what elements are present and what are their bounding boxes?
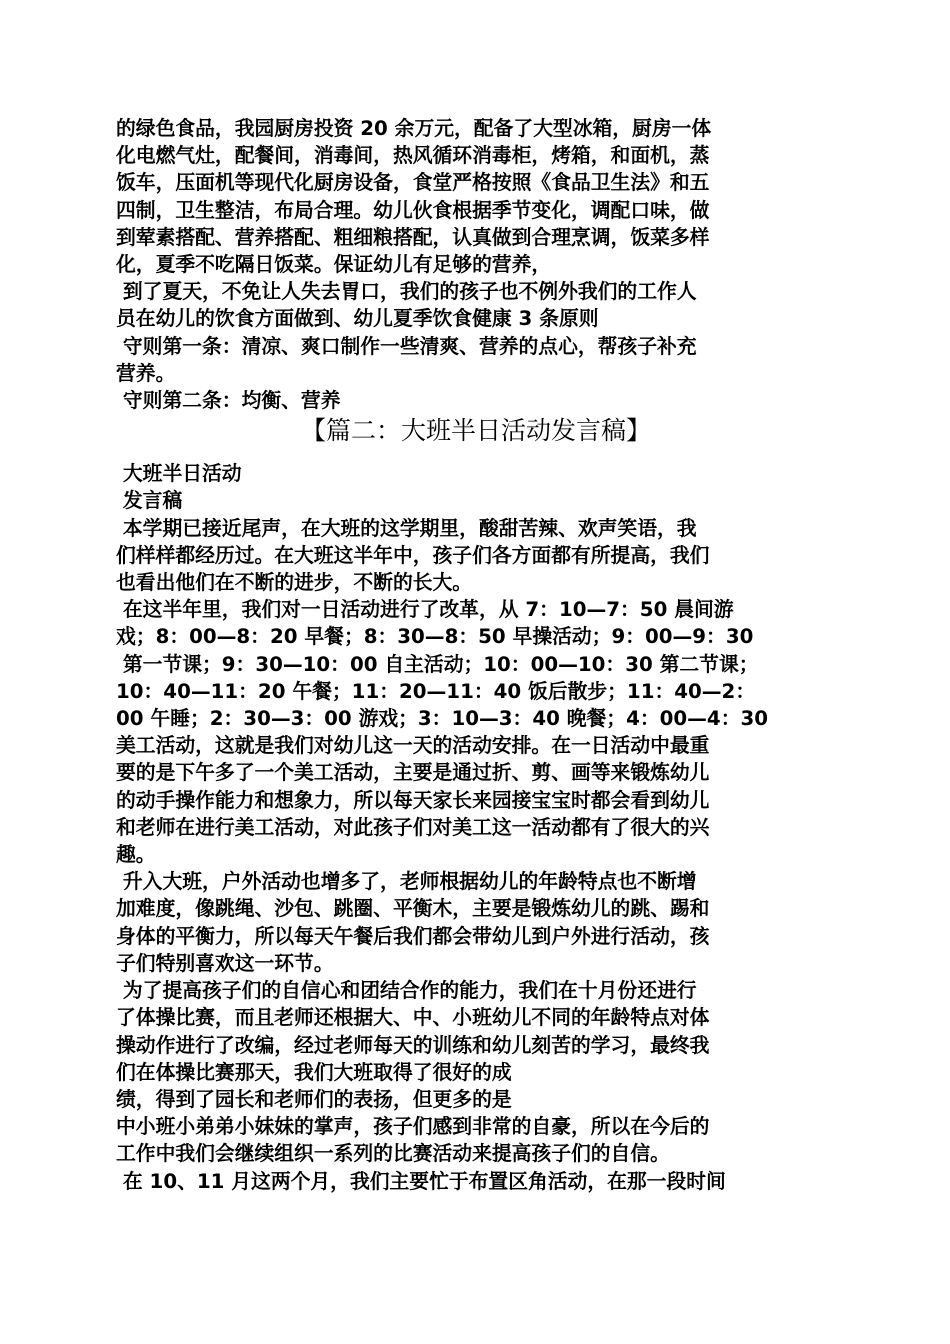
speech-paragraph-line: 在这半年里，我们对一日活动进行了改革，从 7：10—7：50 晨间游: [116, 598, 734, 622]
speech-paragraph-line: 戏；8：00—8：20 早餐；8：30—8：50 早操活动；9：00—9：30: [116, 625, 754, 649]
speech-paragraph-line: 操动作进行了改编，经过老师每天的训练和幼儿刻苦的学习，最终我: [116, 1033, 710, 1057]
paragraph-speech-body: [116, 515, 836, 1195]
speech-paragraph-line: 10：40—11：20 午餐；11：20—11：40 饭后散步；11：40—2：: [116, 679, 756, 703]
speech-paragraph-line: 升入大班，户外活动也增多了，老师根据幼儿的年龄特点也不断增: [116, 870, 697, 894]
speech-paragraph-line: 第一节课；9：30—10：00 自主活动；10：00—10：30 第二节课；: [116, 652, 759, 676]
paragraph-food-intro: [116, 115, 836, 414]
food-paragraph-line: 到了夏天，不免让人失去胃口，我们的孩子也不例外我们的工作人: [116, 280, 697, 304]
food-paragraph-line: 饭车，压面机等现代化厨房设备，食堂严格按照《食品卫生法》和五: [116, 171, 710, 195]
speech-paragraph-line: 了体操比赛，而且老师还根据大、中、小班幼儿不同的年龄特点对体: [116, 1006, 710, 1030]
food-paragraph-line: 化电燃气灶，配餐间，消毒间，热风循环消毒柜，烤箱，和面机，蒸: [116, 144, 710, 168]
speech-paragraph-line: 趣。: [116, 843, 156, 867]
speech-paragraph-line: 中小班小弟弟小妹妹的掌声，孩子们感到非常的自豪，所以在今后的: [116, 1115, 710, 1139]
food-paragraph-line: 化，夏季不吃隔日饭菜。保证幼儿有足够的营养，: [116, 253, 552, 277]
speech-paragraph-line: 子们特别喜欢这一环节。: [116, 951, 334, 975]
speech-paragraph-line: 00 午睡；2：30—3：00 游戏；3：10—3：40 晚餐；4：00—4：30: [116, 707, 769, 731]
subtitle-line-2: 发言稿: [116, 489, 183, 513]
food-paragraph-line: 营养。: [116, 361, 176, 385]
food-paragraph-line: 四制，卫生整洁，布局合理。幼儿伙食根据季节变化，调配口味，做: [116, 198, 710, 222]
food-paragraph-line: 守则第一条：清凉、爽口制作一些清爽、营养的点心，帮孩子补充: [116, 334, 697, 358]
food-paragraph-line: 员在幼儿的饮食方面做到、幼儿夏季饮食健康 3 条原则: [116, 307, 599, 331]
speech-paragraph-line: 的动手操作能力和想象力，所以每天家长来园接宝宝时都会看到幼儿: [116, 788, 710, 812]
speech-paragraph-line: 工作中我们会继续组织一系列的比赛活动来提高孩子们的自信。: [116, 1142, 670, 1166]
subtitle-line-1: 大班半日活动: [116, 462, 242, 486]
speech-paragraph-line: 美工活动，这就是我们对幼儿这一天的活动安排。在一日活动中最重: [116, 734, 710, 758]
section-heading: 【篇二：大班半日活动发言稿】: [300, 416, 651, 446]
document-page: [116, 115, 836, 1195]
speech-paragraph-line: 身体的平衡力，所以每天午餐后我们都会带幼儿到户外进行活动，孩: [116, 924, 710, 948]
speech-paragraph-line: 绩，得到了园长和老师们的表扬，但更多的是: [116, 1087, 512, 1111]
speech-paragraph-line: 本学期已接近尾声，在大班的这学期里，酸甜苦辣、欢声笑语，我: [116, 516, 697, 540]
speech-paragraph-line: 要的是下午多了一个美工活动，主要是通过折、剪、画等来锻炼幼儿: [116, 761, 710, 785]
speech-paragraph-line: 们样样都经历过。在大班这半年中，孩子们各方面都有所提高，我们: [116, 543, 710, 567]
speech-paragraph-line: 也看出他们在不断的进步，不断的长大。: [116, 571, 473, 595]
food-paragraph-line: 到荤素搭配、营养搭配、粗细粮搭配，认真做到合理烹调，饭菜多样: [116, 225, 710, 249]
speech-paragraph-line: 和老师在进行美工活动，对此孩子们对美工这一活动都有了很大的兴: [116, 815, 710, 839]
speech-paragraph-line: 加难度，像跳绳、沙包、跳圈、平衡木，主要是锻炼幼儿的跳、踢和: [116, 897, 710, 921]
food-paragraph-line: 的绿色食品，我园厨房投资 20 余万元，配备了大型冰箱，厨房一体: [116, 117, 712, 140]
speech-paragraph-line: 为了提高孩子们的自信心和团结合作的能力，我们在十月份还进行: [116, 979, 697, 1003]
speech-paragraph-line: 在 10、11 月这两个月，我们主要忙于布置区角活动，在那一段时间: [116, 1169, 726, 1193]
speech-paragraph-line: 们在体操比赛那天，我们大班取得了很好的成: [116, 1060, 512, 1084]
food-paragraph-line: 守则第二条：均衡、营养: [116, 389, 341, 413]
